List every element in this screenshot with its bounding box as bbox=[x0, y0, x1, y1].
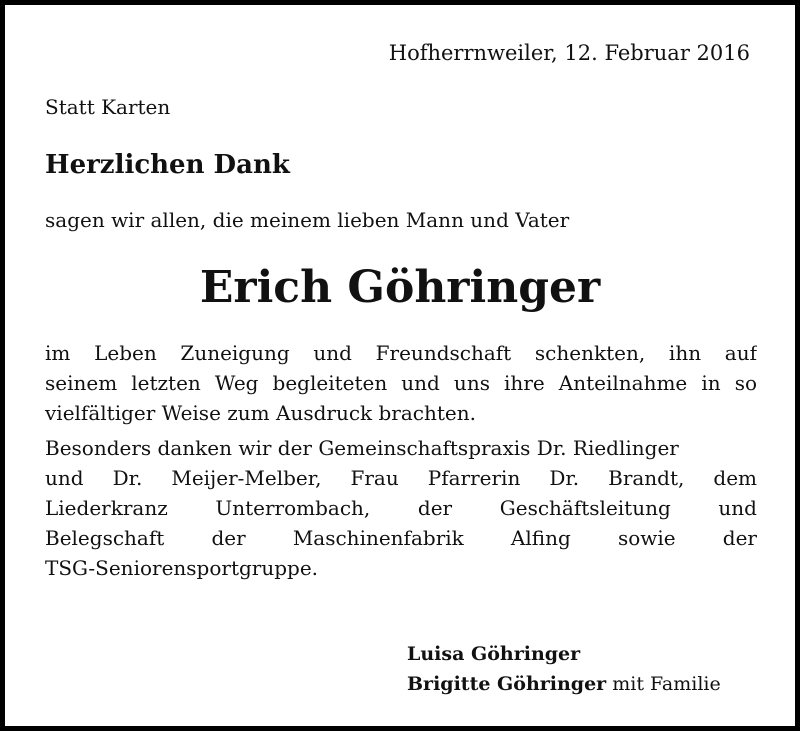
thanks-paragraph-1 bbox=[45, 338, 757, 428]
deceased-name: Erich Göhringer bbox=[199, 262, 601, 313]
signature-name-2: Brigitte Göhringer bbox=[407, 673, 607, 695]
text-line: Besonders danken wir der Gemeinschaftspraxis Dr. Riedlinger bbox=[45, 436, 679, 460]
statt-karten-label: Statt Karten bbox=[45, 95, 171, 119]
text-line: seinem letzten Weg begleiteten und uns ihre Anteilnahme in so bbox=[45, 371, 757, 395]
signature-name-1: Luisa Göhringer bbox=[407, 643, 581, 665]
text-line: und Dr. Meijer-Melber, Frau Pfarrerin Dr. Brandt, dem bbox=[45, 466, 757, 490]
text-line: Belegschaft der Maschinenfabrik Alfing sowie der bbox=[45, 526, 757, 550]
signature-block bbox=[407, 639, 721, 699]
place-date: Hofherrnweiler, 12. Februar 2016 bbox=[388, 41, 750, 65]
intro-line: sagen wir allen, die meinem lieben Mann und Vater bbox=[45, 208, 570, 232]
notice-title: Herzlichen Dank bbox=[45, 150, 290, 180]
text-line: Liederkranz Unterrombach, der Geschäftsleitung und bbox=[45, 496, 757, 520]
text-line: im Leben Zuneigung und Freundschaft schenkten, ihn auf bbox=[45, 341, 757, 365]
thanks-paragraph-2 bbox=[45, 433, 757, 583]
signature-suffix: mit Familie bbox=[612, 673, 721, 695]
text-line: vielfältiger Weise zum Ausdruck brachten. bbox=[45, 401, 476, 425]
text-line: TSG-Seniorensportgruppe. bbox=[45, 556, 319, 580]
